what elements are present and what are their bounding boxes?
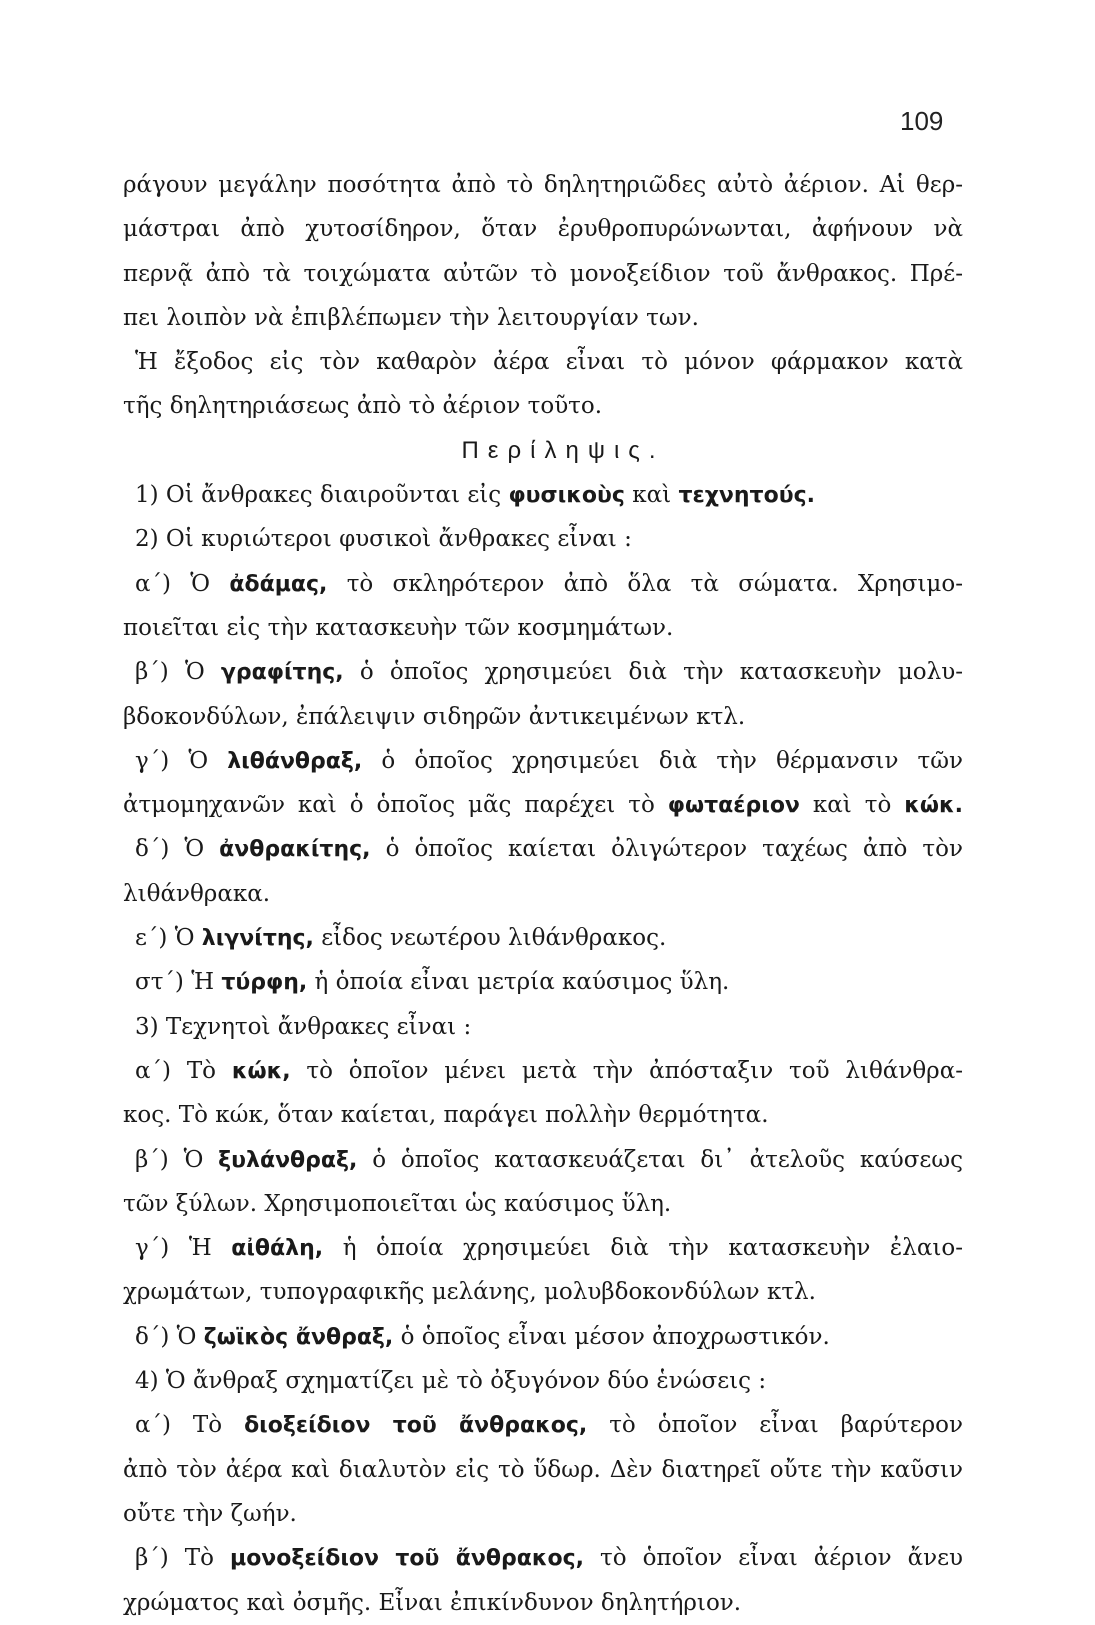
text-line: [123, 650, 963, 694]
text-line: [123, 872, 963, 916]
text-line: [123, 1581, 963, 1625]
text-run: ράγουν μεγάλην ποσότητα ἀπὸ τὸ δηλητηριῶδες αὐτὸ ἀέριον. Αἱ θερ-: [123, 172, 963, 198]
text-run: χρώματος καὶ ὀσμῆς. Εἶναι ἐπικίνδυνον δηλητήριον.: [123, 1589, 742, 1616]
text-run: β΄) Τὸ: [135, 1545, 230, 1572]
text-line: [123, 562, 963, 606]
text-line: [123, 207, 963, 251]
text-line: [123, 296, 963, 340]
text-line: [123, 1403, 963, 1447]
bold-term: φυσικοὺς: [508, 483, 625, 509]
text-run: γ΄) Ἡ: [135, 1235, 232, 1262]
text-run: λιθάνθρακα.: [123, 880, 271, 907]
text-line: [123, 1448, 963, 1492]
text-run: δ΄) Ὁ: [135, 836, 220, 863]
text-run: στ΄) Ἡ: [135, 969, 222, 996]
text-run: καὶ τὸ: [799, 792, 905, 819]
text-line: [123, 916, 963, 960]
text-line: [123, 252, 963, 296]
text-run: ἡ ὁποία εἶναι μετρία καύσιμος ὕλη.: [307, 969, 730, 996]
section-heading: [123, 429, 963, 473]
text-run: α΄) Τὸ: [135, 1412, 245, 1439]
bold-term: τύρφη,: [221, 970, 308, 996]
text-run: ὁ ὁποῖος καίεται ὀλιγώτερον ταχέως ἀπὸ τὸν: [370, 836, 963, 863]
text-line: [123, 1359, 963, 1403]
text-line: [123, 1093, 963, 1137]
text-run: τῶν ξύλων. Χρησιμοποιεῖται ὡς καύσιμος ὕλη.: [123, 1190, 672, 1217]
bold-term: κώκ,: [231, 1058, 291, 1084]
bold-term: φωταέριον: [667, 793, 800, 819]
page-number: 109: [900, 106, 944, 136]
text-run: ἡ ὁποία χρησιμεύει διὰ τὴν κατασκευὴν ἐλαιο-: [323, 1235, 963, 1262]
text-run: δ΄) Ὁ: [135, 1323, 204, 1350]
text-run: τὸ ὁποῖον εἶναι ἀέριον ἄνευ: [583, 1545, 963, 1572]
text-run: περνᾷ ἀπὸ τὰ τοιχώματα αὐτῶν τὸ μονοξείδιον τοῦ ἄνθρακος. Πρέ-: [123, 260, 963, 287]
bold-term: ἀδάμας,: [229, 571, 328, 597]
text-run: κος. Τὸ κώκ, ὅταν καίεται, παράγει πολλὴν θερμότητα.: [123, 1102, 769, 1129]
bold-term: τεχνητούς.: [678, 483, 815, 509]
bold-term: λιθάνθραξ,: [227, 748, 363, 774]
text-run: 1) Οἱ ἄνθρακες διαιροῦνται εἰς: [135, 482, 509, 509]
text-run: μάστραι ἀπὸ χυτοσίδηρον, ὅταν ἐρυθροπυρώνωνται, ἀφήνουν νὰ: [123, 216, 963, 243]
text-run: Περίληψις.: [461, 436, 665, 464]
text-run: ὁ ὁποῖος εἶναι μέσον ἀποχρωστικόν.: [393, 1323, 830, 1350]
text-run: βδοκονδύλων, ἐπάλειψιν σιδηρῶν ἀντικειμένων κτλ.: [123, 703, 746, 730]
bold-term: διοξείδιον τοῦ ἄνθρακος,: [244, 1413, 588, 1439]
bold-term: μονοξείδιον τοῦ ἄνθρακος,: [230, 1546, 584, 1572]
text-line: [123, 827, 963, 871]
text-line: [123, 1226, 963, 1270]
text-line: [123, 517, 963, 561]
text-run: β΄) Ὁ: [135, 1146, 219, 1173]
text-run: χρωμάτων, τυπογραφικῆς μελάνης, μολυβδοκονδύλων κτλ.: [123, 1279, 816, 1306]
text-run: 3) Τεχνητοὶ ἄνθρακες εἶναι :: [135, 1013, 472, 1040]
text-run: ε΄) Ὁ: [135, 925, 202, 952]
text-line: [123, 1270, 963, 1314]
text-line: [123, 606, 963, 650]
text-run: ποιεῖται εἰς τὴν κατασκευὴν τῶν κοσμημάτων.: [123, 614, 674, 641]
text-run: ὁ ὁποῖος χρησιμεύει διὰ τὴν θέρμανσιν τῶν: [362, 747, 963, 774]
text-line: [123, 739, 963, 783]
text-run: τῆς δηλητηριάσεως ἀπὸ τὸ ἀέριον τοῦτο.: [123, 393, 603, 420]
text-run: ὁ ὁποῖος χρησιμεύει διὰ τὴν κατασκευὴν μολυ-: [343, 659, 963, 686]
bold-term: κώκ.: [904, 793, 963, 819]
text-line: [123, 960, 963, 1004]
text-line: [123, 384, 963, 428]
text-run: α΄) Ὁ: [135, 570, 230, 597]
bold-term: γραφίτης,: [220, 660, 344, 686]
text-line: [123, 473, 963, 517]
text-line: [123, 1138, 963, 1182]
text-line: [123, 1315, 963, 1359]
bold-term: ἀνθρακίτης,: [219, 837, 371, 863]
text-run: τὸ ὁποῖον μένει μετὰ τὴν ἀπόσταξιν τοῦ λιθάνθρα-: [290, 1057, 963, 1084]
text-run: οὔτε τὴν ζωήν.: [123, 1500, 297, 1527]
text-run: ἀπὸ τὸν ἀέρα καὶ διαλυτὸν εἰς τὸ ὕδωρ. Δὲν διατηρεῖ οὔτε τὴν καῦσιν: [123, 1456, 963, 1483]
text-run: γ΄) Ὁ: [135, 747, 228, 774]
text-line: [123, 695, 963, 739]
bold-term: ξυλάνθραξ,: [218, 1147, 358, 1173]
text-line: [123, 1182, 963, 1226]
text-run: 2) Οἱ κυριώτεροι φυσικοὶ ἄνθρακες εἶναι :: [135, 526, 632, 553]
text-run: β΄) Ὁ: [135, 659, 221, 686]
text-line: [123, 1492, 963, 1536]
bold-term: αἰθάλη,: [231, 1236, 324, 1262]
text-line: [123, 783, 963, 827]
text-run: τὸ ὁποῖον εἶναι βαρύτερον: [587, 1412, 964, 1439]
text-run: ὁ ὁποῖος κατασκευάζεται δι᾽ ἀτελοῦς καύσεως: [357, 1146, 963, 1173]
text-line: [123, 163, 963, 207]
text-line: [123, 1005, 963, 1049]
text-run: 4) Ὁ ἄνθραξ σχηματίζει μὲ τὸ ὀξυγόνον δύο ἑνώσεις :: [135, 1368, 767, 1395]
bold-term: λιγνίτης,: [201, 926, 314, 952]
text-run: πει λοιπὸν νὰ ἐπιβλέπωμεν τὴν λειτουργίαν των.: [123, 304, 699, 331]
body-text: [123, 163, 963, 1625]
text-line: [123, 340, 963, 384]
text-line: [123, 1536, 963, 1580]
text-run: Ἡ ἔξοδος εἰς τὸν καθαρὸν ἀέρα εἶναι τὸ μόνον φάρμακον κατὰ: [135, 349, 963, 376]
bold-term: ζωϊκὸς ἄνθραξ,: [203, 1324, 394, 1350]
text-run: καὶ: [624, 482, 679, 509]
text-run: ἀτμομηχανῶν καὶ ὁ ὁποῖος μᾶς παρέχει τὸ: [123, 792, 668, 819]
text-run: τὸ σκληρότερον ἀπὸ ὅλα τὰ σώματα. Χρησιμο-: [327, 570, 963, 597]
text-run: εἶδος νεωτέρου λιθάνθρακος.: [313, 925, 667, 952]
text-run: α΄) Τὸ: [135, 1057, 232, 1084]
text-line: [123, 1049, 963, 1093]
